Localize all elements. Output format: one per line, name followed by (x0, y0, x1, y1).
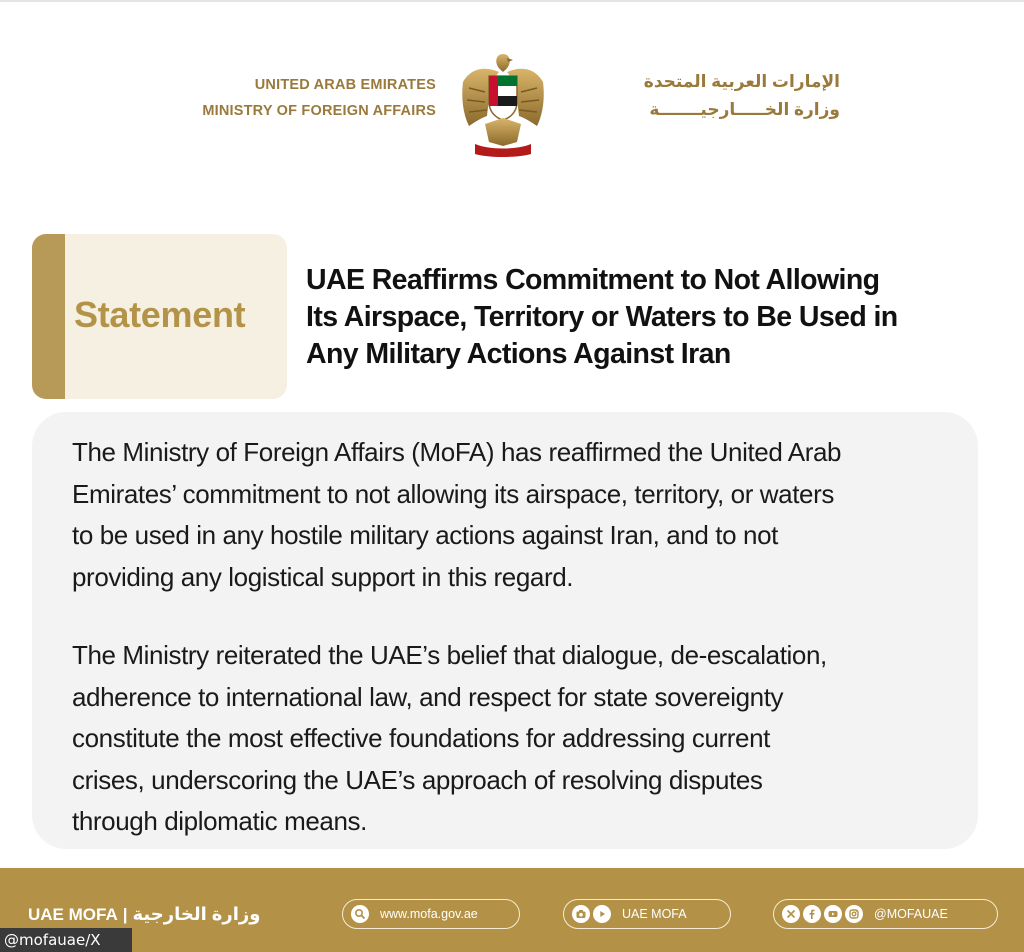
paragraph-line: constitute the most effective foundations for addressing current (72, 723, 770, 753)
headline-line: Its Airspace, Territory or Waters to Be Used in (306, 301, 898, 333)
social-links[interactable] (773, 899, 998, 929)
footer-bar (0, 868, 1024, 952)
search-icon (351, 905, 369, 923)
statement-headline (306, 262, 966, 373)
paragraph-line: through diplomatic means. (72, 806, 367, 836)
paragraph-line: The Ministry reiterated the UAE’s belief that dialogue, de-escalation, (72, 640, 827, 670)
facebook-icon[interactable] (803, 905, 821, 923)
x-icon[interactable] (782, 905, 800, 923)
headline-line: Any Military Actions Against Iran (306, 338, 731, 370)
media-handle: UAE MOFA (622, 907, 687, 921)
instagram-icon[interactable] (845, 905, 863, 923)
media-channel-link[interactable] (563, 899, 731, 929)
paragraph-line: The Ministry of Foreign Affairs (MoFA) has reaffirmed the United Arab (72, 437, 842, 467)
footer-brand-ar: وزارة الخارجية (132, 904, 261, 924)
paragraph-line: providing any logistical support in this regard. (72, 561, 574, 592)
body-paragraph-2 (72, 635, 952, 843)
paragraph-line: Emirates’ commitment to not allowing its airspace, territory, or waters (72, 478, 834, 509)
statement-accent-bar (32, 234, 65, 399)
website-link[interactable] (342, 899, 520, 929)
source-credit: @mofauae/X (0, 928, 132, 952)
footer-brand-en: UAE MOFA (28, 905, 118, 924)
uae-emblem-falcon-icon (455, 48, 551, 160)
play-icon (593, 905, 611, 923)
social-handle: @MOFAUAE (874, 907, 948, 921)
headline-line: UAE Reaffirms Commitment to Not Allowing (306, 264, 880, 296)
paragraph-line: to be used in any hostile military actions against Iran, and to not (72, 520, 778, 550)
statement-label: Statement (74, 294, 246, 335)
header-country-ar: الإمارات العربية المتحدة (643, 72, 840, 91)
ministry-header (0, 40, 1024, 170)
statement-tag (32, 234, 287, 399)
header-arabic (570, 68, 840, 124)
header-ministry-ar: وزارة الخـــــارجيـــــــة (649, 100, 840, 119)
youtube-icon[interactable] (824, 905, 842, 923)
footer-brand (28, 904, 260, 925)
paragraph-line: adherence to international law, and respect for state sovereignty (72, 681, 784, 712)
header-english (202, 72, 436, 124)
footer-brand-separator: | (122, 905, 128, 924)
header-ministry-en: MINISTRY OF FOREIGN AFFAIRS (202, 103, 436, 119)
body-paragraph-1 (72, 432, 952, 598)
website-url: www.mofa.gov.ae (380, 907, 478, 921)
camera-icon (572, 905, 590, 923)
paragraph-line: crises, underscoring the UAE’s approach of resolving disputes (72, 764, 763, 795)
header-country-en: UNITED ARAB EMIRATES (254, 77, 436, 93)
top-divider (0, 0, 1024, 2)
